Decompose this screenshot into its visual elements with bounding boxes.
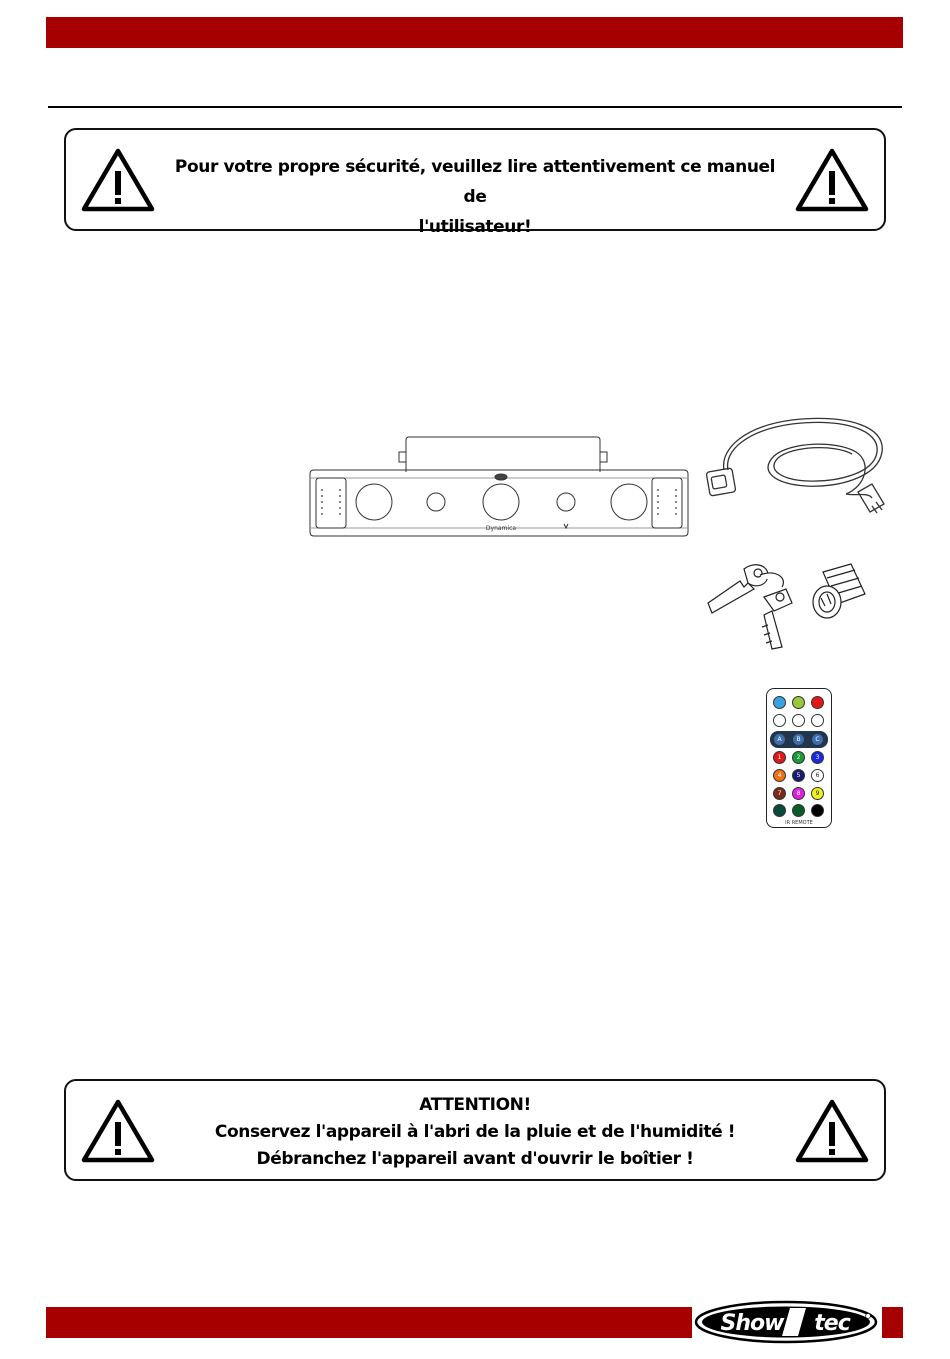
power-cable-icon — [696, 412, 888, 516]
product-name-label: Dynamica — [485, 525, 517, 532]
warning-triangle-icon — [794, 147, 870, 213]
remote-uv-button — [773, 804, 786, 817]
footer-bar-end — [882, 1307, 903, 1338]
header-bar — [46, 17, 903, 48]
logo-text-show: Show — [720, 1311, 784, 1336]
logo-text-tec: tec — [814, 1311, 850, 1336]
remote-a-button: A — [773, 733, 786, 746]
attention-line2: Débranchez l'appareil avant d'ouvrir le boîtier ! — [256, 1149, 694, 1169]
remote-sound-button — [792, 696, 805, 709]
remote-auto-button — [773, 696, 786, 709]
footer-bar — [46, 1307, 692, 1338]
remote-b-button: B — [792, 733, 805, 746]
remote-7-button: 7 — [773, 787, 786, 800]
remote-9-button: 9 — [811, 787, 824, 800]
safety-warning-line2: l'utilisateur! — [418, 217, 532, 237]
remote-1-button: 1 — [773, 751, 786, 764]
warning-triangle-icon — [80, 1098, 156, 1164]
remote-8-button: 8 — [792, 787, 805, 800]
remote-4-button: 4 — [773, 769, 786, 782]
product-illustration — [304, 430, 694, 546]
remote-2-button: 2 — [792, 751, 805, 764]
remote-prev-button — [773, 714, 786, 727]
remote-next-button — [811, 714, 824, 727]
warning-triangle-icon — [794, 1098, 870, 1164]
remote-c-button: C — [811, 733, 824, 746]
safety-warning-text — [166, 152, 784, 242]
attention-title: ATTENTION! — [419, 1095, 531, 1115]
warning-triangle-icon — [80, 147, 156, 213]
attention-line1: Conservez l'appareil à l'abri de la pluie et de l'humidité ! — [214, 1122, 736, 1142]
remote-reset-button — [811, 804, 824, 817]
remote-3-button: 3 — [811, 751, 824, 764]
attention-warning-box — [64, 1079, 886, 1181]
remote-5-button: 5 — [792, 769, 805, 782]
remote-pause-button — [792, 714, 805, 727]
attention-warning-text — [166, 1092, 784, 1173]
key-lock-icon — [805, 558, 873, 622]
showtec-logo — [694, 1300, 878, 1344]
ir-remote-icon — [766, 688, 832, 828]
safety-warning-line1: Pour votre propre sécurité, veuillez lire attentivement ce manuel de — [174, 157, 776, 207]
safety-warning-box — [64, 128, 886, 237]
remote-green-button — [792, 804, 805, 817]
keys-icon — [704, 553, 799, 650]
remote-power-button — [811, 696, 824, 709]
remote-6-button: 6 — [811, 769, 824, 782]
remote-label: IR REMOTE — [785, 820, 813, 826]
header-rule — [48, 106, 902, 108]
